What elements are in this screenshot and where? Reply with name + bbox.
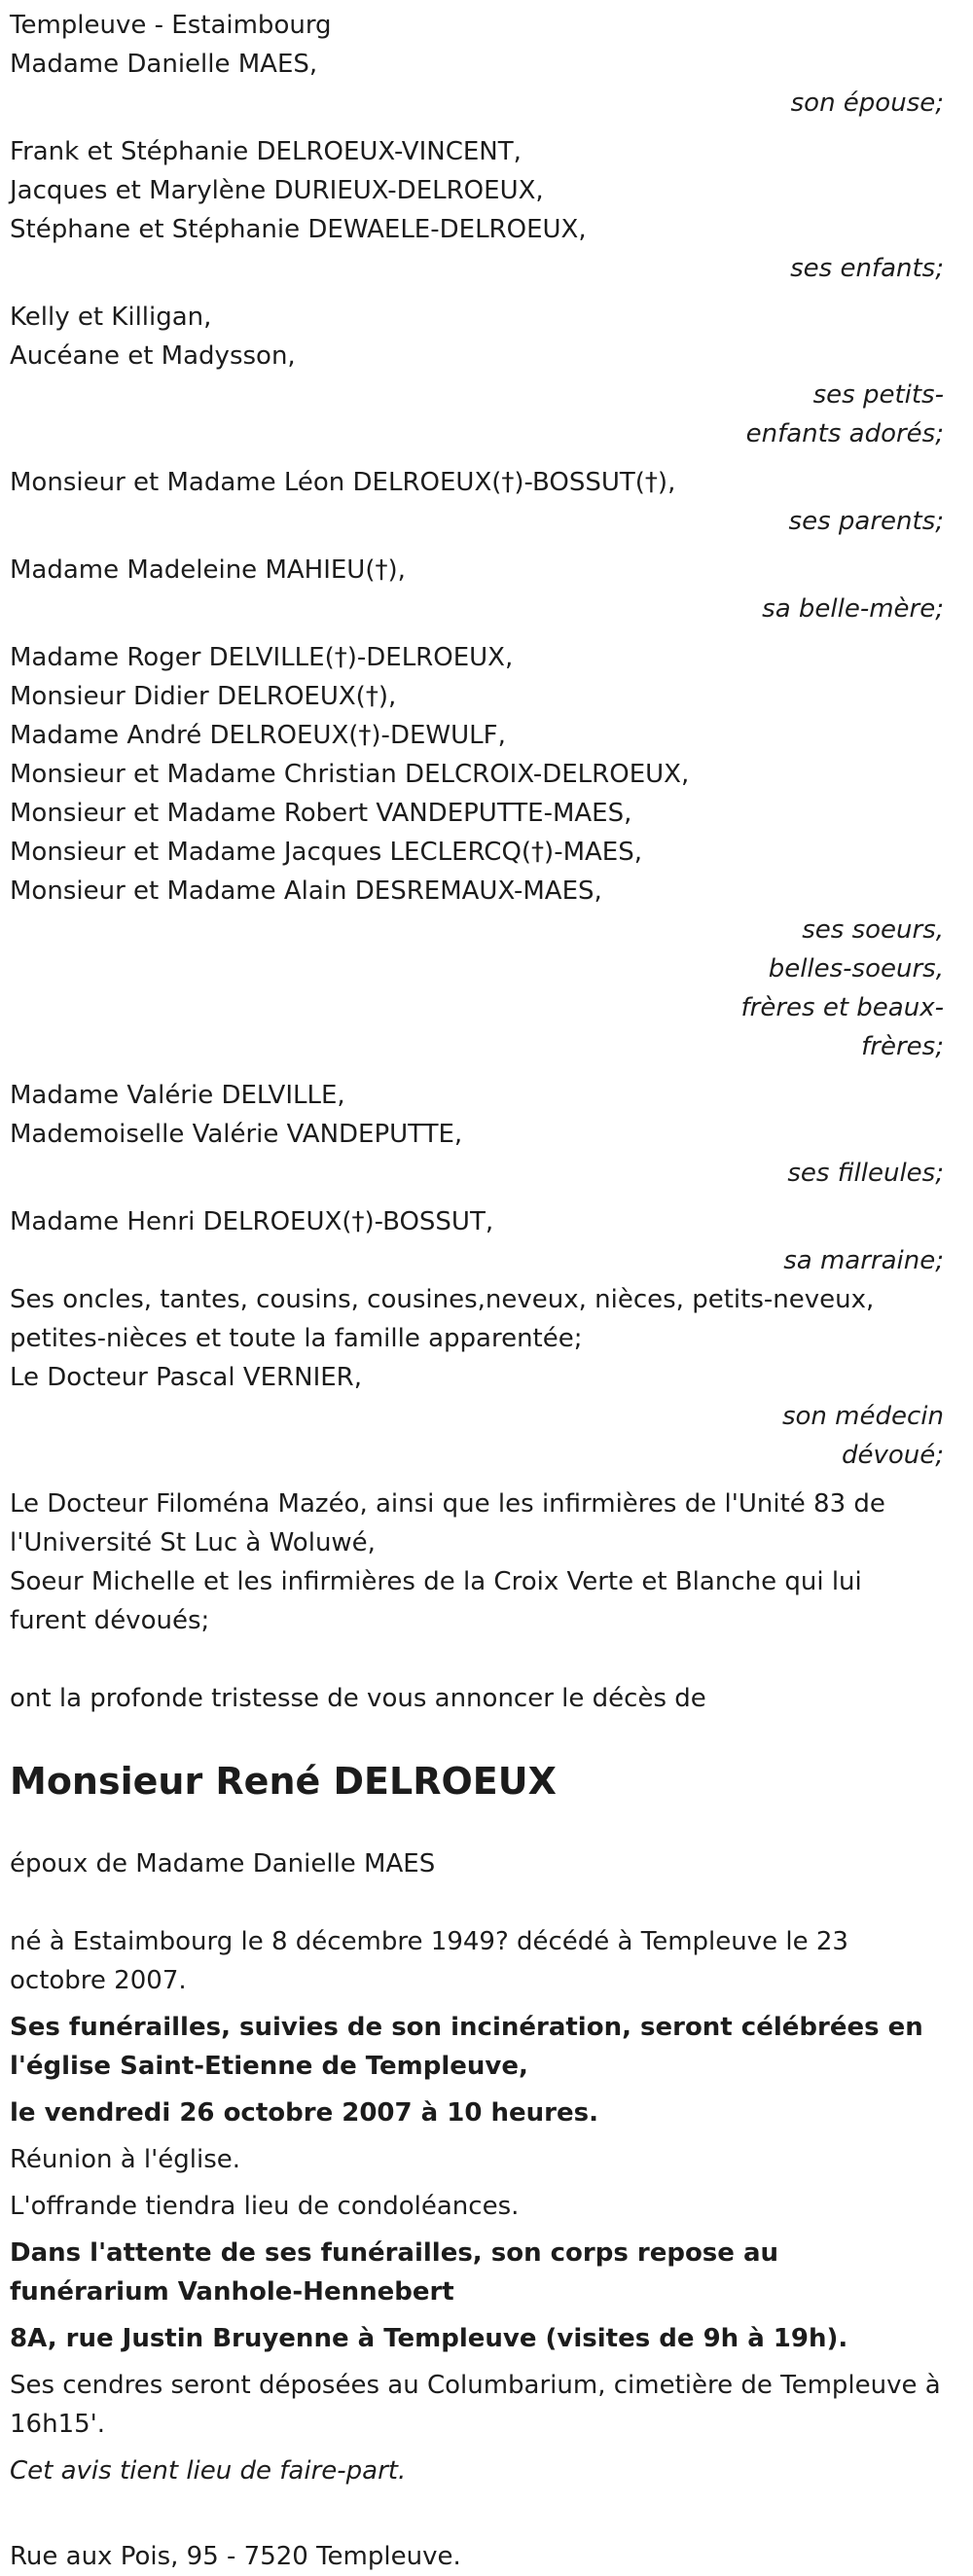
thanks-line: Le Docteur Filoména Mazéo, ainsi que les infirmières de l'Unité 83 de l'Université St Luc à Woluwé,	[10, 1489, 885, 1557]
announcement: ont la profonde tristesse de vous annoncer le décès de	[10, 1684, 706, 1713]
family-member: Monsieur et Madame Robert VANDEPUTTE-MAES,	[10, 799, 632, 828]
family-member: Madame Danielle MAES,	[10, 50, 318, 79]
family-member: Monsieur et Madame Christian DELCROIX-DELROEUX,	[10, 760, 690, 789]
relation-label: ses filleules;	[787, 1159, 944, 1188]
family-member: Frank et Stéphanie DELROEUX-VINCENT,	[10, 137, 522, 166]
family-member: Madame André DELROEUX(†)-DEWULF,	[10, 721, 506, 750]
family-member: Madame Henri DELROEUX(†)-BOSSUT,	[10, 1207, 494, 1236]
doctor-name: Le Docteur Pascal VERNIER,	[10, 1363, 362, 1392]
meeting-info: Réunion à l'église.	[10, 2145, 241, 2174]
offering-info: L'offrande tiendra lieu de condoléances.	[10, 2192, 520, 2221]
ashes-info: Ses cendres seront déposées au Columbarium, cimetière de Templeuve à 16h15'.	[10, 2371, 941, 2439]
family-member: Jacques et Marylène DURIEUX-DELROEUX,	[10, 176, 544, 205]
relation-label: sa marraine;	[783, 1246, 944, 1275]
relation-label: sa belle-mère;	[762, 594, 944, 624]
relation-label: son médecin dévoué;	[781, 1402, 944, 1470]
rest-address: 8A, rue Justin Bruyenne à Templeuve (visites de 9h à 19h).	[10, 2324, 848, 2353]
relation-label: son épouse;	[790, 89, 944, 118]
relation-label: ses parents;	[788, 507, 944, 536]
family-member: Madame Madeleine MAHIEU(†),	[10, 555, 406, 585]
family-member: Stéphane et Stéphanie DEWAELE-DELROEUX,	[10, 215, 587, 244]
family-member: Madame Valérie DELVILLE,	[10, 1081, 345, 1110]
family-member: Monsieur Didier DELROEUX(†),	[10, 682, 397, 711]
funeral-info: Ses funérailles, suivies de son incinération, seront célébrées en l'église Saint-Etienne de Templeuve,	[10, 2013, 923, 2081]
relation-label: ses soeurs, belles-soeurs, frères et beaux-frères;	[740, 915, 944, 1061]
relation-label: ses petits-enfants adorés;	[745, 380, 944, 448]
family-member: Monsieur et Madame Léon DELROEUX(†)-BOSSUT(†),	[10, 468, 676, 497]
family-member: Kelly et Killigan,	[10, 303, 212, 332]
birth-death: né à Estaimbourg le 8 décembre 1949? décédé à Templeuve le 23 octobre 2007.	[10, 1927, 848, 1995]
rest-place: Dans l'attente de ses funérailles, son corps repose au funérarium Vanhole-Hennebert	[10, 2238, 779, 2307]
thanks-line: Soeur Michelle et les infirmières de la Croix Verte et Blanche qui lui furent dévoués;	[10, 1567, 862, 1635]
deceased-name: Monsieur René DELROEUX	[10, 1760, 557, 1803]
family-member: Mademoiselle Valérie VANDEPUTTE,	[10, 1120, 463, 1149]
family-member: Madame Roger DELVILLE(†)-DELROEUX,	[10, 643, 514, 672]
family-member: Monsieur et Madame Alain DESREMAUX-MAES,	[10, 877, 602, 906]
header-location: Templeuve - Estaimbourg	[10, 11, 332, 40]
extended-family: Ses oncles, tantes, cousins, cousines,neveux, nièces, petits-neveux, petites-nièces et toute la famille apparentée;	[10, 1285, 875, 1353]
contact-address: Rue aux Pois, 95 - 7520 Templeuve.	[10, 2542, 461, 2571]
notice-line: Cet avis tient lieu de faire-part.	[10, 2456, 407, 2486]
spouse-line: époux de Madame Danielle MAES	[10, 1849, 436, 1878]
family-member: Monsieur et Madame Jacques LECLERCQ(†)-MAES,	[10, 838, 642, 867]
relation-label: ses enfants;	[790, 254, 944, 283]
family-member: Aucéane et Madysson,	[10, 341, 296, 371]
funeral-date: le vendredi 26 octobre 2007 à 10 heures.	[10, 2098, 598, 2128]
